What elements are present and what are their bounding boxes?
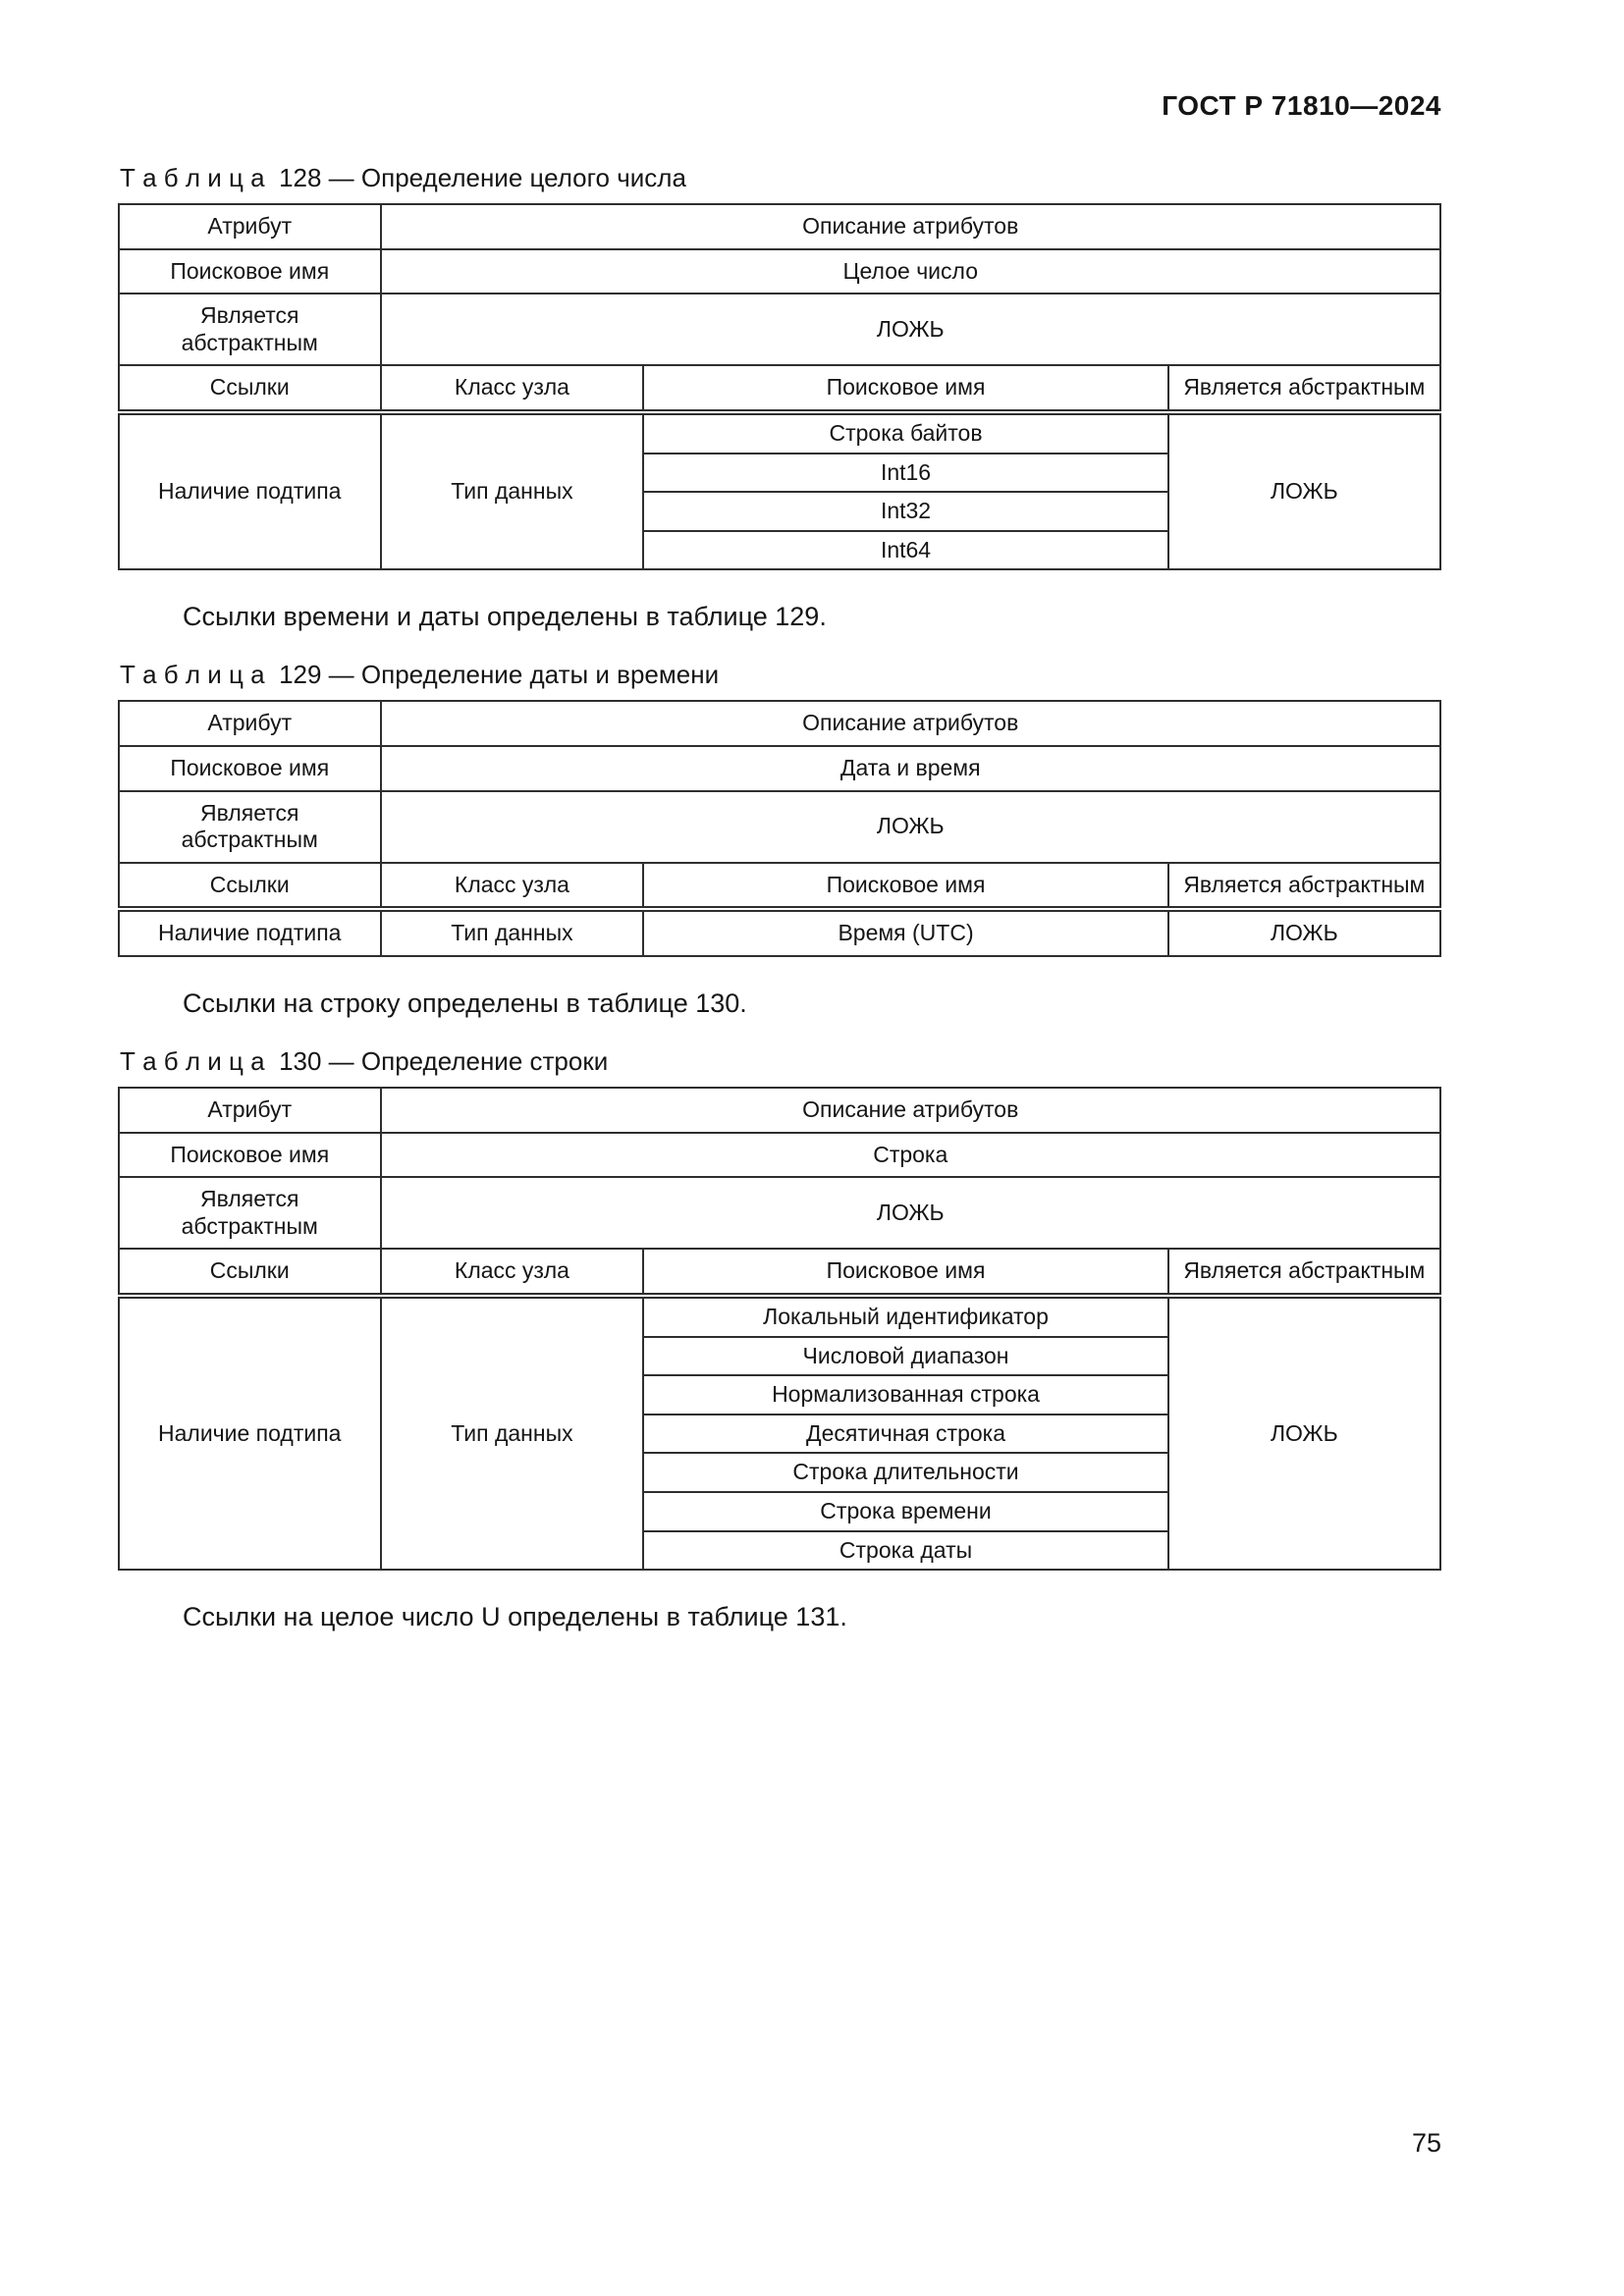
abstract-value-cell: ЛОЖЬ bbox=[381, 791, 1441, 863]
subtype-label-cell: Наличие подтипа bbox=[119, 1296, 381, 1570]
attribute-header-cell: Атрибут bbox=[119, 1088, 381, 1133]
table-128 bbox=[118, 203, 1441, 570]
links-abstract-label-cell: Является абстрактным bbox=[1168, 365, 1440, 412]
subtype-label-cell: Наличие подтипа bbox=[119, 909, 381, 956]
links-header-row bbox=[119, 1249, 1440, 1296]
attribute-header-cell: Атрибут bbox=[119, 204, 381, 249]
links-search-name-label-cell: Поисковое имя bbox=[643, 1249, 1167, 1296]
search-name-value-cell: Целое число bbox=[381, 249, 1441, 294]
data-type-label-cell: Тип данных bbox=[381, 1296, 644, 1570]
subtype-value-cell: Числовой диапазон bbox=[643, 1337, 1167, 1376]
subtype-value-cell: Локальный идентификатор bbox=[643, 1296, 1167, 1337]
attribute-header-cell: Атрибут bbox=[119, 701, 381, 746]
search-name-value-cell: Строка bbox=[381, 1133, 1441, 1178]
links-label-cell: Ссылки bbox=[119, 1249, 381, 1296]
search-name-label-cell: Поисковое имя bbox=[119, 1133, 381, 1178]
subtype-value-cell: Строка времени bbox=[643, 1492, 1167, 1531]
abstract-label-cell: Является абстрактным bbox=[119, 1177, 381, 1249]
attribute-desc-header-cell: Описание атрибутов bbox=[381, 1088, 1441, 1133]
table-130 bbox=[118, 1087, 1441, 1571]
node-class-label-cell: Класс узла bbox=[381, 863, 644, 910]
subtype-label-cell: Наличие подтипа bbox=[119, 412, 381, 569]
data-type-label-cell: Тип данных bbox=[381, 909, 644, 956]
abstract-value-cell: ЛОЖЬ bbox=[381, 1177, 1441, 1249]
table-row bbox=[119, 701, 1440, 746]
search-name-label-cell: Поисковое имя bbox=[119, 746, 381, 791]
data-type-label-cell: Тип данных bbox=[381, 412, 644, 569]
links-abstract-label-cell: Является абстрактным bbox=[1168, 863, 1440, 910]
paragraph-ref-table-129: Ссылки времени и даты определены в таблице 129. bbox=[183, 602, 827, 632]
table-row bbox=[119, 1088, 1440, 1133]
links-label-cell: Ссылки bbox=[119, 863, 381, 910]
table-129 bbox=[118, 700, 1441, 957]
subtype-value-cell: Нормализованная строка bbox=[643, 1375, 1167, 1415]
paragraph-ref-table-131: Ссылки на целое число U определены в таблице 131. bbox=[183, 1602, 847, 1632]
page-number: 75 bbox=[1411, 2128, 1441, 2158]
subtype-abstract-value-cell: ЛОЖЬ bbox=[1168, 412, 1440, 569]
subtype-abstract-value-cell: ЛОЖЬ bbox=[1168, 1296, 1440, 1570]
links-label-cell: Ссылки bbox=[119, 365, 381, 412]
links-search-name-label-cell: Поисковое имя bbox=[643, 365, 1167, 412]
subtype-value-cell: Десятичная строка bbox=[643, 1415, 1167, 1454]
subtype-value-cell: Int32 bbox=[643, 492, 1167, 531]
search-name-label-cell: Поисковое имя bbox=[119, 249, 381, 294]
node-class-label-cell: Класс узла bbox=[381, 365, 644, 412]
subtype-value-cell: Строка даты bbox=[643, 1531, 1167, 1571]
table-128-caption: Т а б л и ц а 128 — Определение целого числа bbox=[120, 163, 686, 192]
links-header-row bbox=[119, 863, 1440, 910]
subtype-value-cell: Время (UTC) bbox=[643, 909, 1167, 956]
abstract-label-cell: Является абстрактным bbox=[119, 791, 381, 863]
doc-number-header: ГОСТ Р 71810—2024 bbox=[1162, 90, 1441, 121]
table-row bbox=[119, 746, 1440, 791]
table-row bbox=[119, 294, 1440, 365]
abstract-value-cell: ЛОЖЬ bbox=[381, 294, 1441, 365]
attribute-desc-header-cell: Описание атрибутов bbox=[381, 701, 1441, 746]
table-row bbox=[119, 1296, 1440, 1337]
table-row bbox=[119, 791, 1440, 863]
subtype-value-cell: Строка длительности bbox=[643, 1453, 1167, 1492]
links-abstract-label-cell: Является абстрактным bbox=[1168, 1249, 1440, 1296]
table-row bbox=[119, 1177, 1440, 1249]
table-row bbox=[119, 249, 1440, 294]
subtype-abstract-value-cell: ЛОЖЬ bbox=[1168, 909, 1440, 956]
table-row bbox=[119, 1133, 1440, 1178]
subtype-value-cell: Int16 bbox=[643, 454, 1167, 493]
subtype-value-cell: Int64 bbox=[643, 531, 1167, 570]
table-130-caption: Т а б л и ц а 130 — Определение строки bbox=[120, 1046, 609, 1077]
page-content bbox=[118, 90, 1441, 1660]
paragraph-ref-table-130: Ссылки на строку определены в таблице 130. bbox=[183, 988, 747, 1018]
links-search-name-label-cell: Поисковое имя bbox=[643, 863, 1167, 910]
table-row bbox=[119, 909, 1440, 956]
table-129-caption: Т а б л и ц а 129 — Определение даты и времени bbox=[120, 660, 720, 690]
node-class-label-cell: Класс узла bbox=[381, 1249, 644, 1296]
links-header-row bbox=[119, 365, 1440, 412]
abstract-label-cell: Является абстрактным bbox=[119, 294, 381, 365]
table-row bbox=[119, 412, 1440, 454]
subtype-value-cell: Строка байтов bbox=[643, 412, 1167, 454]
table-row bbox=[119, 204, 1440, 249]
search-name-value-cell: Дата и время bbox=[381, 746, 1441, 791]
attribute-desc-header-cell: Описание атрибутов bbox=[381, 204, 1441, 249]
